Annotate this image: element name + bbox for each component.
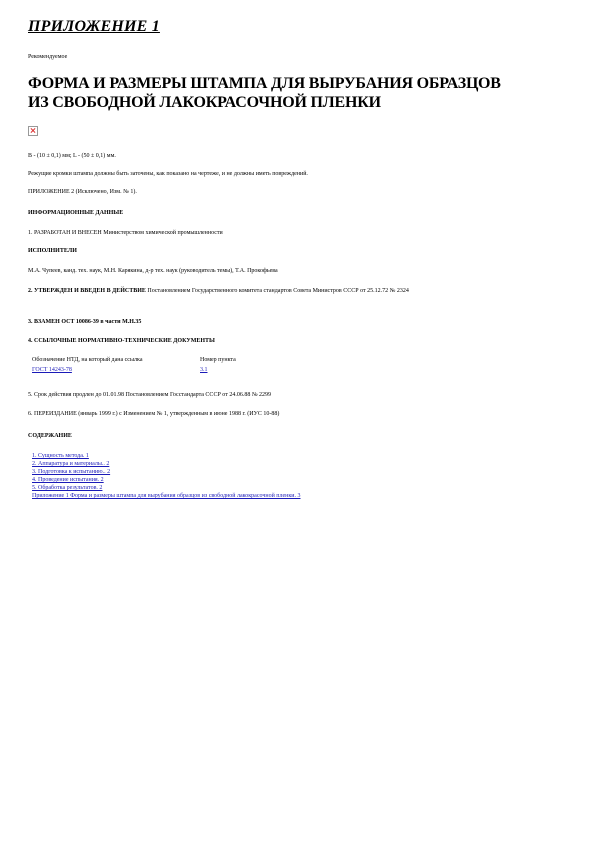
item-2-label: 2. УТВЕРЖДЕН И ВВЕДЕН В ДЕЙСТВИЕ <box>28 288 146 294</box>
executors-heading: ИСПОЛНИТЕЛИ <box>28 248 77 254</box>
item-5: 5. Срок действия продлен до 01.01.98 Постановлением Госстандарта СССР от 24.06.88 № 2299 <box>28 392 272 398</box>
table-of-contents <box>32 452 301 500</box>
toc-link-3[interactable]: 3. Подготовка к испытанию.. 2 <box>32 469 111 475</box>
item-2-text: Постановлением Государственного комитета стандартов Совета Министров СССР от 25.12.72 № 2324 <box>145 288 409 294</box>
gost-14243-link[interactable]: ГОСТ 14243-78 <box>32 367 72 373</box>
executors-text: М.А. Чупеев, канд. тех. наук, М.Н. Карякина, д-р тех. наук (руководитель темы), Т.А. Прокофьева <box>28 268 278 274</box>
toc-link-appendix[interactable]: Приложение 1 Форма и размеры штампа для вырубания образцов из свободной лакокрасочной пленки. 3 <box>32 493 301 499</box>
info-heading: ИНФОРМАЦИОННЫЕ ДАННЫЕ <box>28 210 124 216</box>
toc-link-4[interactable]: 4. Проведение испытания. 2 <box>32 477 104 483</box>
appendix2-note: ПРИЛОЖЕНИЕ 2 (Исключено, Изм. № 1). <box>28 189 137 195</box>
toc-link-5[interactable]: 5. Обработка результатов. 2 <box>32 485 103 491</box>
document-page <box>28 18 573 141</box>
contents-heading: СОДЕРЖАНИЕ <box>28 433 72 439</box>
item-1: 1. РАЗРАБОТАН И ВНЕСЕН Министерством химической промышленности <box>28 230 223 236</box>
toc-link-1[interactable]: 1. Сущность метода. 1 <box>32 453 89 459</box>
main-title <box>28 74 573 112</box>
toc-link-2[interactable]: 2. Аппаратура и материалы.. 2 <box>32 461 110 467</box>
item-3-1-link[interactable]: 3.1 <box>200 367 208 373</box>
blade-note: Режущие кромки штампа должны быть заточены, как показано на чертеже, и не должны иметь повреждений. <box>28 171 308 177</box>
table-header-ntd: Обозначение НТД, на который дана ссылка <box>32 357 143 363</box>
item-3: 3. ВЗАМЕН ОСТ 10086-39 в части М.Н.35 <box>28 319 142 325</box>
main-title-line1: ФОРМА И РАЗМЕРЫ ШТАМПА ДЛЯ ВЫРУБАНИЯ ОБРАЗЦОВ <box>28 75 501 92</box>
table-header-item: Номер пункта <box>200 357 236 363</box>
recommended-label: Рекомендуемое <box>28 54 68 60</box>
broken-image-icon <box>28 126 38 136</box>
main-title-line2: ИЗ СВОБОДНОЙ ЛАКОКРАСОЧНОЙ ПЛЕНКИ <box>28 94 381 111</box>
item-4: 4. ССЫЛОЧНЫЕ НОРМАТИВНО-ТЕХНИЧЕСКИЕ ДОКУМЕНТЫ <box>28 338 215 344</box>
item-6: 6. ПЕРЕИЗДАНИЕ (январь 1999 г.) с Изменением № 1, утвержденным в июне 1988 г. (ИУС 10-88) <box>28 411 280 417</box>
appendix-title: ПРИЛОЖЕНИЕ 1 <box>28 18 160 35</box>
formula-text: B - (10 ± 0,1) мм; L - (50 ± 0,1) мм. <box>28 153 116 159</box>
item-2 <box>28 287 573 295</box>
